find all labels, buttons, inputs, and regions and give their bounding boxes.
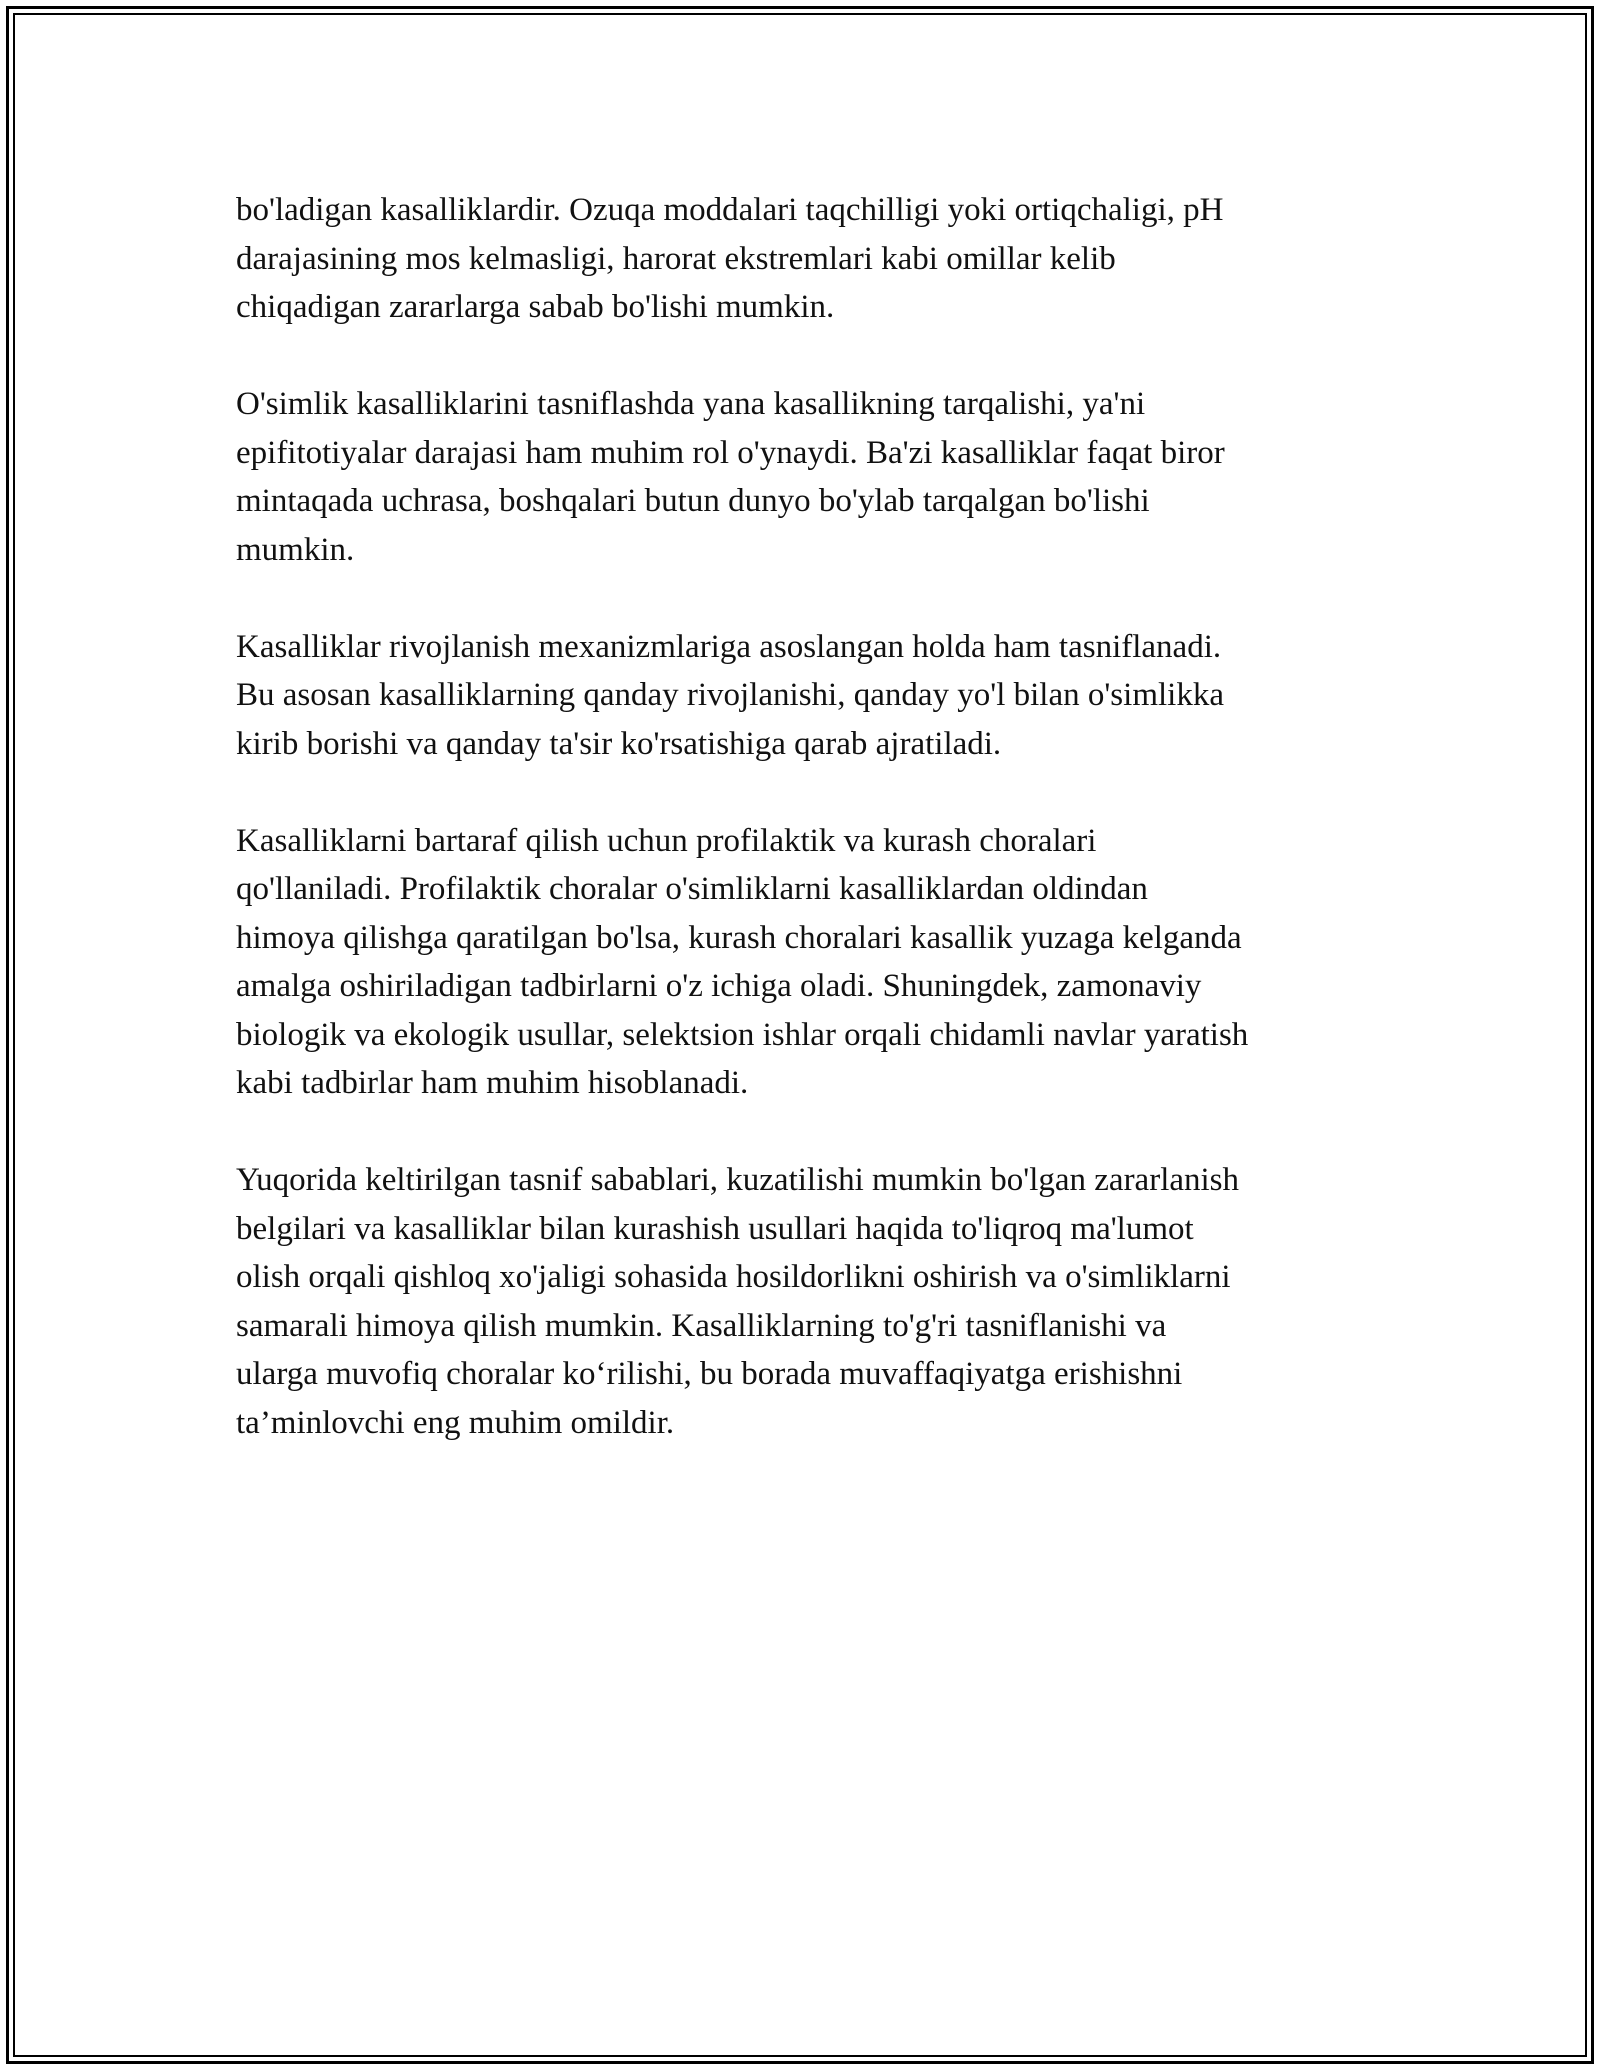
paragraph-5 <box>236 1156 1376 1447</box>
text-line: samarali himoya qilish mumkin. Kasalliklarning to'g'ri tasniflanishi va <box>236 1307 1167 1344</box>
text-line: mumkin. <box>236 531 355 568</box>
text-line: mintaqada uchrasa, boshqalari butun dunyo bo'ylab tarqalgan bo'lishi <box>236 483 1150 519</box>
text-line: epifitotiyalar darajasi ham muhim rol o'ynaydi. Ba'zi kasalliklar faqat biror <box>236 434 1225 471</box>
text-line: Kasalliklar rivojlanish mexanizmlariga asoslangan holda ham tasniflanadi. <box>236 628 1222 665</box>
text-line: darajasining mos kelmasligi, harorat ekstremlari kabi omillar kelib <box>236 240 1116 277</box>
text-line: himoya qilishga qaratilgan bo'lsa, kurash choralari kasallik yuzaga kelganda <box>236 919 1242 956</box>
text-line: belgilari va kasalliklar bilan kurashish usullari haqida to'liqroq ma'lumot <box>236 1210 1194 1247</box>
text-line: kabi tadbirlar ham muhim hisoblanadi. <box>236 1065 749 1101</box>
text-line: Yuqorida keltirilgan tasnif sabablari, kuzatilishi mumkin bo'lgan zararlanish <box>236 1162 1240 1198</box>
text-line: chiqadigan zararlarga sabab bo'lishi mumkin. <box>236 289 835 325</box>
text-line: ularga muvofiq choralar ko‘rilishi, bu borada muvaffaqiyatga erishishni <box>236 1356 1183 1392</box>
document-body <box>236 186 1376 1496</box>
text-line: ta’minlovchi eng muhim omildir. <box>236 1404 675 1441</box>
text-line: amalga oshiriladigan tadbirlarni o'z ichiga oladi. Shuningdek, zamonaviy <box>236 968 1202 1004</box>
text-line: bo'ladigan kasalliklardir. Ozuqa moddalari taqchilligi yoki ortiqchaligi, pH <box>236 192 1224 228</box>
text-line: O'simlik kasalliklarini tasniflashda yana kasallikning tarqalishi, ya'ni <box>236 386 1146 422</box>
text-line: kirib borishi va qanday ta'sir ko'rsatishiga qarab ajratiladi. <box>236 725 1002 762</box>
paragraph-2 <box>236 380 1376 574</box>
paragraph-3 <box>236 623 1376 769</box>
text-line: Bu asosan kasalliklarning qanday rivojlanishi, qanday yo'l bilan o'simlikka <box>236 677 1224 713</box>
paragraph-1 <box>236 186 1376 332</box>
text-line: biologik va ekologik usullar, selektsion ishlar orqali chidamli navlar yaratish <box>236 1016 1249 1053</box>
text-line: Kasalliklarni bartaraf qilish uchun profilaktik va kurash choralari <box>236 822 1097 859</box>
text-line: olish orqali qishloq xo'jaligi sohasida hosildorlikni oshirish va o'simliklarni <box>236 1259 1231 1295</box>
text-line: qo'llaniladi. Profilaktik choralar o'simliklarni kasalliklardan oldindan <box>236 871 1148 907</box>
paragraph-4 <box>236 817 1376 1108</box>
